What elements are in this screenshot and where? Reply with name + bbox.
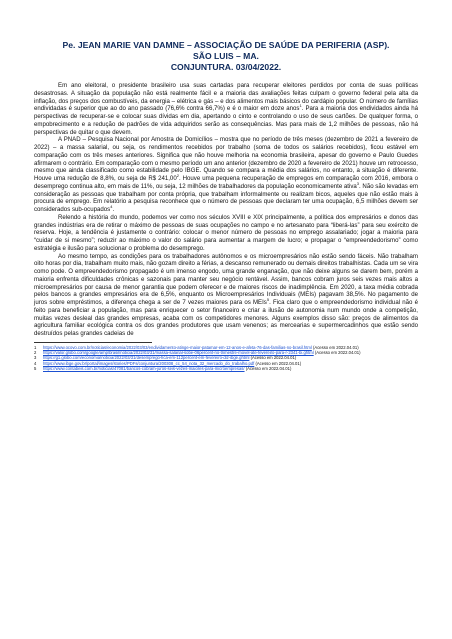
header-location: SÃO LUIS – MA. — [193, 51, 259, 61]
paragraph-text: . Houve uma pequena recuperação de empregos em comparação com 2016, embora o desemprego continua alto, em mais de 11%, ou seja, 12 milhões de trabalhadores da população economicamente ativa — [34, 175, 418, 190]
footnote-link[interactable]: https://www.contabeis.com.br/noticias/47081/bancos-cobram-juros-seis-vezes-maiores-para-microempresas/ — [43, 365, 245, 371]
footnote-link[interactable]: https://valor.globo.com/google/amp/brasil/noticia/2022/03/31/massa-salarial-sobe-06percent-no-trimestre-movel-ate-fevereiro-para-r-2341-bi.ghtml — [43, 350, 314, 356]
footnote-access-date: (Acesso em 2022.04.01) — [314, 350, 361, 356]
footnote-ref: 2 — [176, 172, 179, 178]
header-date: CONJUNTURA. 03/04/2022. — [170, 62, 282, 72]
paragraph — [34, 253, 418, 338]
header-title: Pe. JEAN MARIE VAN DAMNE – ASSOCIAÇÃO DE SAÚDE DA PERIFERIA (ASP). — [62, 40, 390, 50]
footnote-ref: 5 — [266, 296, 270, 302]
footnote-ref: 4 — [110, 203, 113, 209]
footnote-divider — [34, 342, 152, 343]
paragraph-text: Relendo a história do mundo, podemos ver como nos séculos XVIII e XIX principalmente, a política dos empresários e donos das grandes indústrias era de retirar o máximo de pessoas de suas ocupações no campo e no artesanato para “liberá-las” para seu exército de reserva. Hoje, a tendência é justamente o contrário: colocar o menor número de pessoas no emprego assalariado; jogar a maioria para “cuidar de si mesmo”; reduzir ao máximo o valor do salário para aumentar a margem de lucro; e propagar o “empreendedorismo” como estratégia e ilusão para solucionar o problema do desemprego. — [34, 213, 418, 252]
paragraph — [34, 82, 418, 136]
paragraph-text: A PNAD – Pesquisa Nacional por Amostra de Domicílios – mostra que no período de três meses (dezembro de 2021 a fevereiro de 2022) – a massa salarial, ou seja, os rendimentos recebidos por trabalho (soma de todos os salários recebidos), ficou estável em comparação com os três meses anteriores. Significa que não houve melhoria na economia brasileira, apesar do governo e Paulo Guedes afirmarem o contrário. Em comparação com o mesmo período um ano anterior (dezembro de 2020 a fevereiro de 2021) houve um retrocesso, mesmo que ainda classificado como estabilidade pelo IBGE. Quando se compara a média dos salários, no entanto, a situação é diferente. Houve uma redução de 8,8%, ou seja de R$ 241,00 — [34, 136, 418, 182]
paragraph — [34, 214, 418, 253]
document-header — [34, 40, 418, 73]
footnote-ref: 1 — [299, 103, 302, 109]
paragraph-text: Em ano eleitoral, o presidente brasileiro usa suas cartadas para recuperar eleitores perdidos por conta de suas políticas desastrosas. A situação da população não está realmente fácil e a maioria das avaliações feitas culpam o governo federal pela alta da inflação, dos preços dos combustíveis, da energia – elétrica e gás – e dos alimentos mais básicos do cardápio popular. O número de famílias endividadas é superior que ao do ano passado (76,6% contra 66,7%) e é o maior em doze anos — [34, 82, 418, 113]
footnote-link[interactable]: https://g1.globo.com/economia/noticia/2022/03/31/desemprego-fica-em-112percent-em-fevereiro-diz-ibge.ghtml — [43, 355, 250, 361]
footnote-number: 2 — [34, 350, 37, 356]
footnote-number: 4 — [34, 360, 37, 366]
footnote — [34, 366, 418, 371]
footnote-ref: 3 — [356, 180, 360, 186]
document-page — [34, 40, 418, 371]
footnote-access-date: (Acesso em 2022.04.01) — [255, 360, 302, 366]
footnote-access-date: (Acesso em 2022.04.01) — [250, 355, 297, 361]
paragraph — [34, 136, 418, 214]
paragraph-text: . Fica claro que o empreendedorismo individual não é feito para beneficiar a população, mas para enriquecer o setor financeiro e criar a ilusão de autonomia num mundo onde a competição, muitas vezes desleal das grandes empresas, acaba com os competidores menores. Alguns exemplos disso são: preços de alimentos da agricultura familiar ecológica contra os dos grandes produtores que usam venenos; as mercearias e supermercadinhos que estão sendo destruídos pelas grandes cadeias de — [34, 299, 418, 337]
footnote-access-date: (Acesso em 2022.04.01) — [245, 365, 292, 371]
footnote-link[interactable]: https://www.ocovo.com.br/noticias/economia/2022/03/03/endividamento-atinge-maior-patamar-em-12-anos-e-afeta-76-das-familias-no-brasil.html — [43, 344, 312, 350]
paragraph-text: Ao mesmo tempo, as condições para os trabalhadores autônomos e os microempresários não estão sendo fáceis. Não trabalham oito horas por dia, trabalham muito mais, não gozam direito a férias, a descanso remunerado ou demais direitos trabalhistas. Cada um se vira como pode. O empreendedorismo propagado é um imenso engodo, uma grande enganação, que não deixe alguns se darem bem, porém a maioria enfrenta dificuldades crônicas e sazonais para manter seu negócio rentável. Assim, bancos cobram juros seis vezes mais altos a microempresários por causa de menor garantia que podem oferecer e de maiores riscos de inadimplência. Em 2020, a taxa média cobrada pelos bancos a grandes empresários era de 6,5%, enquanto os Microempresários Individuais (MEIs) pagavam 38,5%. No pagamento de juros sobre empréstimos, a diferença chega a ser de 7 vezes maiores para os MEIs — [34, 252, 418, 306]
footnote-number: 3 — [34, 355, 37, 361]
footnotes — [34, 345, 418, 371]
paragraph-text: . Para a maioria dos endividados ainda há perspectivas de recuperar-se e colocar suas dívidas em dia, apertando o cinto e controlando o uso de seus cartões. De qualquer forma, o empobrecimento e a redução de padrões de vida adquiridos serão as consequências. Mas para mais de 1,2 milhões de pessoas, não há perspectivas de quitar o que devem. — [34, 105, 418, 136]
document-body — [34, 82, 418, 338]
paragraph-text: . — [112, 206, 115, 213]
footnote-number: 5 — [34, 365, 37, 371]
footnote-link[interactable]: https://www.ibge.gov.br/portal/images/stories/PDFs/conjuntura/200308_cc_54_nota_32_mercado_do_trabalho.pdf — [43, 360, 255, 366]
paragraph-text: . Não são levadas em consideração as pessoas que trabalham por conta própria, que trabalham informalmente ou realizam bicos, aqueles que não estão mais à procura de emprego. Em relatório a pesquisa reconhece que o número de pessoas que declaram ter uma ocupação, 6,5 milhões devem ser considerados sub-ocupados — [34, 182, 418, 213]
footnote-number: 1 — [34, 344, 37, 350]
footnote-access-date: (Acesso em 2022.04.01) — [313, 344, 359, 350]
